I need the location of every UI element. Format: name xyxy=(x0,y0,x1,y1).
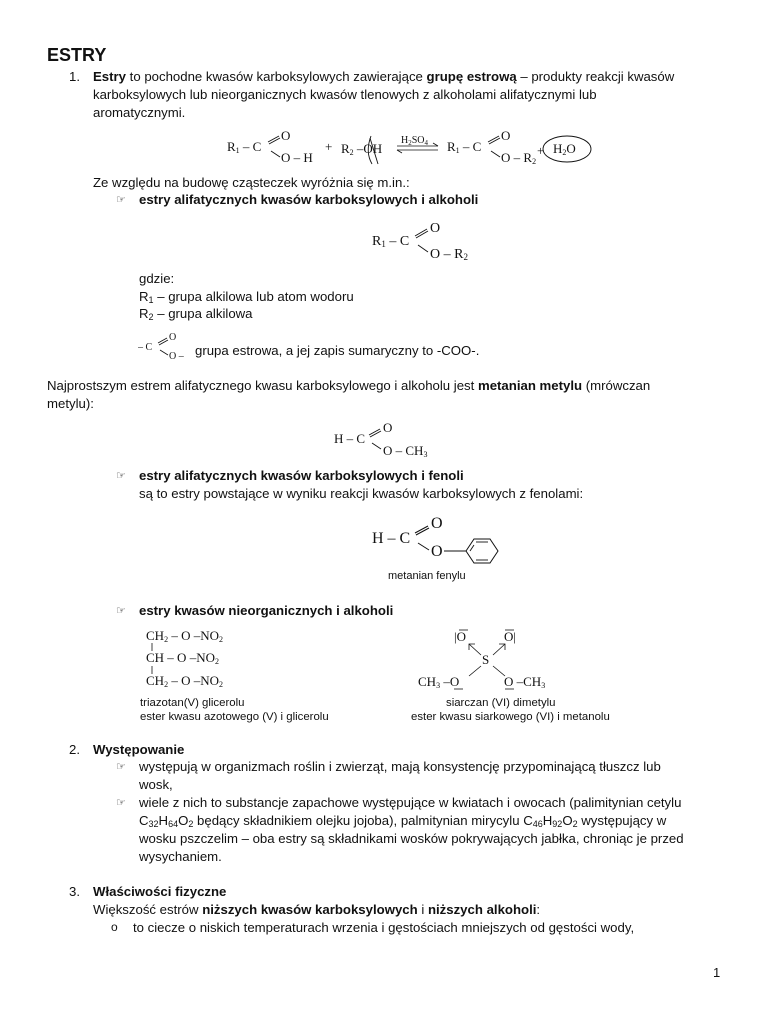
section-3-title: Właściwości fizyczne xyxy=(93,884,227,899)
svg-text:O: O xyxy=(281,128,291,143)
methyl-methanoate: metanian metylu xyxy=(477,378,583,393)
svg-text:O: O xyxy=(430,221,441,236)
section-1-line-1 xyxy=(93,68,674,85)
section-1-line-2: karboksylowych lub nieorganicznych kwasów tlenowych z alkoholami alifatycznymi lub xyxy=(93,87,597,102)
text: (mrówczan xyxy=(582,378,651,393)
methyl-methanoate-structure xyxy=(332,417,442,461)
trinitrate-caption: triazotan(V) glicerolu xyxy=(140,697,245,709)
svg-text:R2 –OH: R2 –OH xyxy=(341,141,383,157)
section-1-number: 1. xyxy=(69,69,80,84)
text: Większość estrów xyxy=(93,902,203,917)
r2-subscript: 2 xyxy=(148,312,154,322)
r2-symbol: R xyxy=(139,306,149,321)
text: – produkty reakcji kwasów xyxy=(516,69,675,84)
svg-text:CH – O –NO2: CH – O –NO2 xyxy=(146,650,219,666)
occurrence-bullet-2: wiele z nich to substancje zapachowe występujące w kwiatach i owocach (palimitynian cetylu xyxy=(139,795,682,810)
section-3-number: 3. xyxy=(69,884,80,899)
formula-count: 2 xyxy=(572,819,578,829)
section-2-number: 2. xyxy=(69,742,80,757)
bullet-aliphatic-phenol: estry alifatycznych kwasów karboksylowych i fenoli xyxy=(139,468,464,483)
section-1-line-3: aromatycznymi. xyxy=(93,105,186,120)
section-2-title: Występowanie xyxy=(93,742,185,757)
text: będący składnikiem olejku jojoba), palmitynian mirycylu xyxy=(193,813,524,828)
text: i xyxy=(417,902,428,917)
svg-text:– C: – C xyxy=(138,342,153,353)
svg-text:O: O xyxy=(431,515,443,532)
bullet-inorganic: estry kwasów nieorganicznych i alkoholi xyxy=(139,603,394,618)
svg-text:O: O xyxy=(501,128,511,143)
svg-text:S: S xyxy=(482,652,490,667)
svg-text:+: + xyxy=(325,139,333,154)
pointing-hand-icon: ☞ xyxy=(116,605,126,617)
lower-alcohols: niższych alkoholi xyxy=(427,902,537,917)
occurrence-bullet-2-line-4: wysychaniem. xyxy=(139,849,222,864)
page-title: ESTRY xyxy=(47,45,107,65)
formula-count: 46 xyxy=(532,819,543,829)
formula-count: 92 xyxy=(552,819,563,829)
svg-text:R1 – C: R1 – C xyxy=(227,139,262,155)
r1-symbol: R xyxy=(139,289,149,304)
ester-group-structure xyxy=(138,330,190,362)
svg-text:R1 – C: R1 – C xyxy=(372,234,410,249)
svg-text:CH2 – O –NO2: CH2 – O –NO2 xyxy=(146,673,223,689)
section-3-intro xyxy=(93,901,540,918)
sulfate-caption-2: ester kwasu siarkowego (VI) i metanolu xyxy=(411,711,610,723)
svg-text:H2SO4: $H_2SO_4$ xyxy=(401,135,429,147)
term-estry: Estry xyxy=(93,69,126,84)
svg-text:O – R2: O – R2 xyxy=(501,150,537,166)
where-label: gdzie: xyxy=(139,271,175,286)
r1-definition xyxy=(139,288,354,305)
formula-count: 32 xyxy=(148,819,159,829)
simplest-ester-line-2: metylu): xyxy=(47,396,94,411)
phenyl-caption: metanian fenylu xyxy=(388,570,466,582)
text: to pochodne kwasów karboksylowych zawierające xyxy=(126,69,427,84)
formula-element: O xyxy=(178,813,189,828)
text: Najprostszym estrem alifatycznego kwasu karboksylowego i alkoholu jest xyxy=(47,378,478,393)
pointing-hand-icon: ☞ xyxy=(116,470,126,482)
svg-text:O: O xyxy=(431,543,443,560)
r1-subscript: 1 xyxy=(148,295,154,305)
formula-cetyl xyxy=(139,813,193,828)
text: występujący w xyxy=(577,813,667,828)
svg-text:O –: O – xyxy=(169,351,184,362)
pointing-hand-icon: ☞ xyxy=(116,194,126,206)
svg-text:H – C: H – C xyxy=(372,530,411,547)
formula-element: H xyxy=(158,813,169,828)
svg-text:+: + xyxy=(537,143,545,158)
dimethyl-sulfate-structure xyxy=(416,624,566,694)
formula-count: 64 xyxy=(168,819,179,829)
text: : xyxy=(536,902,541,917)
r1-text: – grupa alkilowa lub atom wodoru xyxy=(153,289,354,304)
svg-text:O – CH3: O – CH3 xyxy=(383,443,428,459)
svg-text:O: O xyxy=(169,332,177,343)
r2-text: – grupa alkilowa xyxy=(153,306,253,321)
occurrence-bullet-2-line-2 xyxy=(139,812,721,830)
page-number: 1 xyxy=(713,965,721,980)
svg-text:O – H: O – H xyxy=(281,150,313,165)
svg-text:O – R2: O – R2 xyxy=(430,247,468,262)
section-1-intro: Ze względu na budowę cząsteczek wyróżnia się m.in.: xyxy=(93,175,410,190)
formula-myricyl xyxy=(523,813,577,828)
bullet-aliphatic-alcohol: estry alifatycznych kwasów karboksylowych i alkoholi xyxy=(139,192,479,207)
sub-bullet-marker: o xyxy=(111,920,118,934)
occurrence-bullet-2-line-3: wosku pszczelim – oba estry są składnikami wosków pokrywających jabłka, chroniąc je przed xyxy=(139,831,684,846)
formula-element: H xyxy=(542,813,553,828)
formula-element: C xyxy=(139,813,149,828)
pointing-hand-icon: ☞ xyxy=(116,761,126,773)
svg-text:O –CH3: O –CH3 xyxy=(504,674,546,690)
glycerol-trinitrate-structure xyxy=(140,624,250,694)
trinitrate-caption-2: ester kwasu azotowego (V) i glicerolu xyxy=(140,711,329,723)
simplest-ester-paragraph xyxy=(47,377,721,395)
sulfate-caption: siarczan (VI) dimetylu xyxy=(446,697,556,709)
esterification-reaction xyxy=(225,126,605,170)
svg-text:H2O: H2O xyxy=(553,141,576,157)
svg-text:O: O xyxy=(383,420,393,435)
ester-group-description: grupa estrowa, a jej zapis sumaryczny to -COO-. xyxy=(195,343,480,358)
term-ester-group: grupę estrową xyxy=(426,69,517,84)
svg-text:CH3 –O: CH3 –O xyxy=(418,674,460,690)
physical-property-1: to ciecze o niskich temperaturach wrzenia i gęstościach mniejszych od gęstości wody, xyxy=(133,920,635,935)
r2-definition xyxy=(139,305,253,322)
formula-count: 2 xyxy=(188,819,194,829)
formula-element: O xyxy=(562,813,573,828)
phenyl-methanoate-structure xyxy=(370,508,505,566)
general-ester-structure xyxy=(370,216,490,266)
pointing-hand-icon: ☞ xyxy=(116,797,126,809)
lower-acids: niższych kwasów karboksylowych xyxy=(202,902,418,917)
occurrence-bullet-1: występują w organizmach roślin i zwierząt, mają konsystencję przypominającą tłuszcz lub xyxy=(139,759,661,774)
occurrence-bullet-1-line-2: wosk, xyxy=(139,777,173,792)
svg-text:O|: O| xyxy=(504,629,516,644)
formula-element: C xyxy=(523,813,533,828)
bullet-aliphatic-phenol-desc: są to estry powstające w wyniku reakcji kwasów karboksylowych z fenolami: xyxy=(139,486,584,501)
svg-text:|O: |O xyxy=(454,629,466,644)
svg-text:R1 – C: R1 – C xyxy=(447,139,482,155)
svg-text:CH2 – O –NO2: CH2 – O –NO2 xyxy=(146,628,223,644)
svg-text:H – C: H – C xyxy=(334,431,366,446)
